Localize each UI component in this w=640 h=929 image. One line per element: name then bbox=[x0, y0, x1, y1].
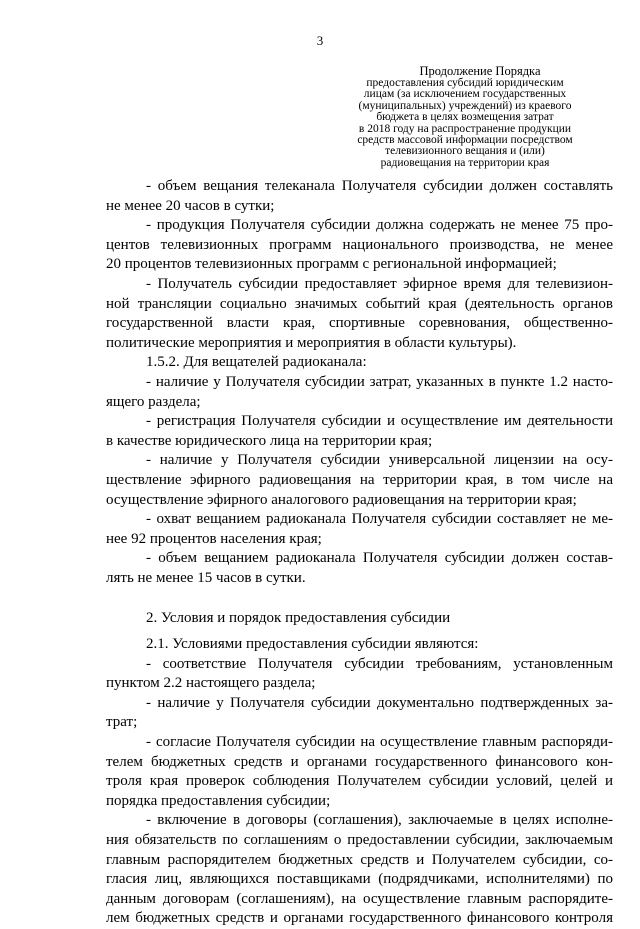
body-line: - включение в договоры (соглашения), заключаемые в целях исполне- bbox=[146, 812, 613, 829]
body-line: ния обязательств по соглашениям о предоставлении субсидии, заключаемым bbox=[106, 832, 613, 848]
section-subheading: 1.5.2. Для вещателей радиоканала: bbox=[146, 354, 367, 371]
body-line: нее 92 процентов населения края; bbox=[106, 530, 322, 547]
body-line: не менее 20 часов в сутки; bbox=[106, 197, 275, 214]
header-line: лицам (за исключением государственных bbox=[363, 88, 567, 101]
document-header bbox=[325, 65, 605, 169]
body-line: лем бюджетных средств и органами государственного финансового контроля bbox=[106, 910, 613, 927]
body-line: центов телевизионных программ национального производства, не менее bbox=[106, 236, 613, 253]
body-line: 2.1. Условиями предоставления субсидии являются: bbox=[146, 636, 479, 653]
body-line: - наличие у Получателя субсидии документально подтвержденных за- bbox=[146, 694, 613, 711]
body-line: - объем вещания телеканала Получателя субсидии должен составлять bbox=[146, 178, 613, 194]
body-line: ной трансляции социально значимых событий края (деятельность органов bbox=[106, 295, 613, 312]
body-line: - наличие у Получателя субсидии универсальной лицензии на осу- bbox=[146, 452, 613, 469]
body-line: осуществление эфирного аналогового радиовещания на территории края; bbox=[106, 491, 577, 508]
header-line: средств массовой информации посредством bbox=[357, 134, 573, 147]
body-line: - продукция Получателя субсидии должна содержать не менее 75 про- bbox=[146, 217, 613, 234]
body-line: лять не менее 15 часов в сутки. bbox=[106, 569, 306, 586]
page-number: 3 bbox=[316, 33, 324, 48]
body-line: - регистрация Получателя субсидии и осуществление им деятельности bbox=[146, 413, 613, 430]
document-body bbox=[106, 177, 613, 929]
body-line: - согласие Получателя субсидии на осуществление главным распоряди- bbox=[146, 734, 613, 751]
body-line: данным договорам (соглашениям), на осуществление главным распорядите- bbox=[106, 890, 613, 907]
body-line: пунктом 2.2 настоящего раздела; bbox=[106, 675, 316, 692]
body-line: - наличие у Получателя субсидии затрат, указанных в пункте 1.2 насто- bbox=[146, 373, 613, 390]
body-line: государственной власти края, спортивные соревнования, общественно- bbox=[106, 315, 613, 332]
body-line: политические мероприятия и мероприятия в области культуры). bbox=[106, 334, 517, 351]
body-line: ящего раздела; bbox=[106, 393, 201, 410]
body-line: - Получатель субсидии предоставляет эфирное время для телевизион- bbox=[146, 275, 613, 292]
body-line: ществление эфирного радиовещания на территории края, в том числе на bbox=[106, 471, 613, 488]
body-line: 20 процентов телевизионных программ с региональной информацией; bbox=[106, 256, 557, 273]
header-line: радиовещания на территории края bbox=[380, 156, 550, 169]
body-line: - соответствие Получателя субсидии требованиям, установленным bbox=[146, 655, 613, 672]
body-line: телем бюджетных средств и органами государственного финансового кон- bbox=[106, 753, 613, 770]
header-line: в 2018 году на распространение продукции bbox=[358, 122, 572, 135]
body-line: главным распорядителем бюджетных средств и Получателем субсидии, со- bbox=[106, 851, 613, 868]
section-gap bbox=[106, 588, 613, 609]
header-line: телевизионного вещания и (или) bbox=[385, 145, 545, 158]
header-line: (муниципальных) учреждений) из краевого bbox=[358, 99, 572, 112]
body-line: гласия лиц, являющихся поставщиками (подрядчиками, исполнителями) по bbox=[106, 871, 613, 888]
body-line: трат; bbox=[106, 714, 138, 731]
body-line: порядка предоставления субсидии; bbox=[106, 792, 331, 809]
section-heading: 2. Условия и порядок предоставления субсидии bbox=[146, 610, 451, 627]
body-line: - объем вещанием радиоканала Получателя субсидии должен состав- bbox=[146, 550, 613, 567]
header-line: предоставления субсидий юридическим bbox=[366, 77, 564, 89]
body-line: в качестве юридического лица на территории края; bbox=[106, 432, 433, 449]
header-line: бюджета в целях возмещения затрат bbox=[376, 111, 554, 124]
body-line: - охват вещанием радиоканала Получателя субсидии составляет не ме- bbox=[146, 511, 613, 528]
header-line: Продолжение Порядка bbox=[419, 64, 541, 78]
body-line: троля края проверок соблюдения Получателем субсидии условий, целей и bbox=[106, 773, 613, 790]
